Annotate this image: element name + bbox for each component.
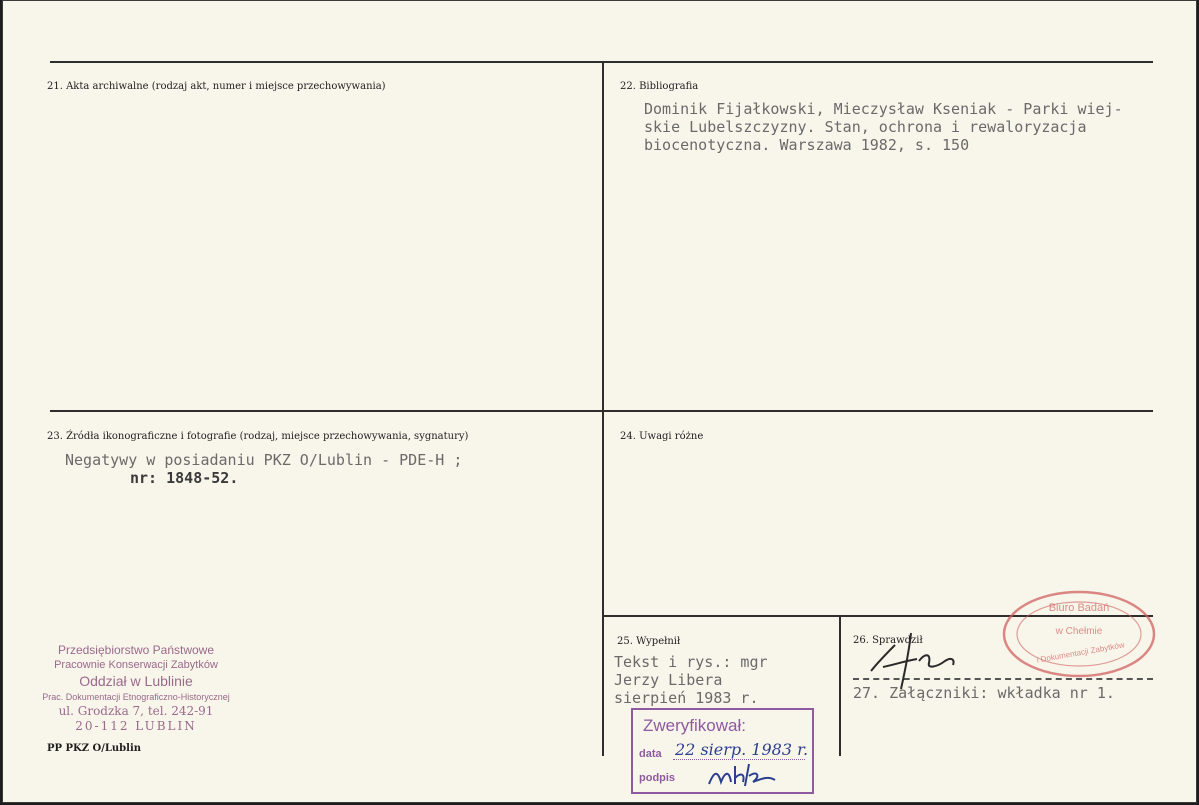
verification-date-label: data <box>639 748 662 760</box>
bibliography-line: Dominik Fijałkowski, Mieczysław Kseniak - Parki wiej- <box>644 100 1123 118</box>
record-card <box>2 0 1197 803</box>
section-21-label: 21. Akta archiwalne (rodzaj akt, numer i miejsce przechowywania) <box>47 81 386 92</box>
filled-by-line: Tekst i rys.: mgr <box>614 653 768 671</box>
iconographic-sources-line1: Negatywy w posiadaniu PKZ O/Lublin - PDE-H ; <box>65 451 463 469</box>
iconographic-sources-line2: nr: 1848-52. <box>130 469 239 487</box>
bibliography-text <box>644 100 1123 154</box>
verification-signature-label: podpis <box>639 772 676 784</box>
footer-print-mark: PP PKZ O/Lublin <box>47 743 142 754</box>
bibliography-line: biocenotyczna. Warszawa 1982, s. 150 <box>644 136 970 154</box>
section-22-label: 22. Bibliografia <box>620 81 699 92</box>
round-stamp-middle: w Chełmie <box>1055 626 1103 637</box>
filled-by-line: sierpień 1983 r. <box>614 689 759 707</box>
stamp-line: Prac. Dokumentacji Etnograficzno-Historycznej <box>42 692 230 702</box>
section-23-label: 23. Źródła ikonograficzne i fotografie (rodzaj, miejsce przechowywania, sygnatury) <box>47 431 469 442</box>
verification-stamp <box>631 708 814 794</box>
checked-by-signature <box>865 631 965 691</box>
bibliography-line: skie Lubelszczyzny. Stan, ochrona i rewaloryzacja <box>644 118 1087 136</box>
office-round-stamp <box>1001 589 1157 679</box>
attachments-text: 27. Załączniki: wkładka nr 1. <box>853 684 1115 702</box>
round-stamp-bottom: i Dokumentacji Zabytków <box>1035 640 1126 665</box>
filled-by-line: Jerzy Libera <box>614 671 723 689</box>
section-25-label: 25. Wypełnił <box>617 636 681 647</box>
bottom-right-divider <box>839 615 841 756</box>
filled-by-text <box>614 653 768 707</box>
verifier-signature <box>705 758 795 792</box>
institution-stamp <box>31 643 241 734</box>
center-divider <box>602 61 604 756</box>
stamp-line: Przedsiębiorstwo Państwowe <box>57 643 215 657</box>
middle-rule <box>50 410 1153 412</box>
section-24-label: 24. Uwagi różne <box>620 431 704 442</box>
stamp-line: 20-112 LUBLIN <box>75 719 197 733</box>
verification-title: Zweryfikował: <box>643 716 746 735</box>
stamp-line: Pracownie Konserwacji Zabytków <box>54 659 218 671</box>
verification-date-value: 22 sierp. 1983 r. <box>675 740 809 759</box>
round-stamp-top: Biuro Badań <box>1048 602 1110 614</box>
stamp-line: ul. Grodzka 7, tel. 242-91 <box>58 704 214 718</box>
section-26-label: 26. Sprawdził <box>853 635 923 646</box>
stamp-line: Oddział w Lublinie <box>79 673 193 689</box>
